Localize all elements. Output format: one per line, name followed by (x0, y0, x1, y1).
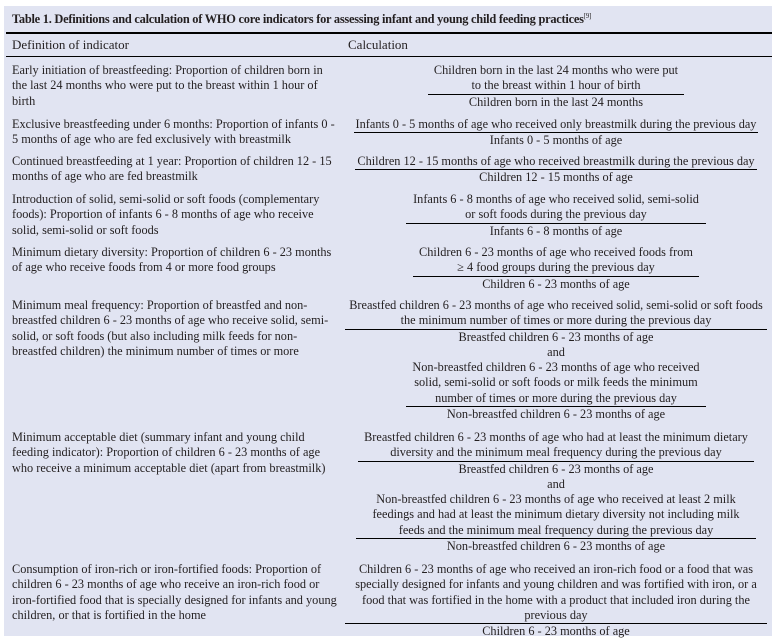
fraction-denominator: Children 6 - 23 months of age (482, 624, 630, 639)
indicator-calculation (343, 192, 769, 239)
indicator-definition: Continued breastfeeding at 1 year: Proportion of children 12 - 15 months of age who are fed breastmilk (12, 154, 332, 184)
fraction-denominator: Breastfed children 6 - 23 months of age (458, 461, 654, 476)
fraction-denominator: Infants 6 - 8 months of age (489, 223, 623, 238)
fraction-numerator: Breastfed children 6 - 23 months of age who received solid, semi-solid or soft foods the minimum number of times or more during the previous day (345, 298, 767, 330)
top-rule (6, 32, 772, 34)
indicator-definition: Minimum meal frequency: Proportion of breastfed and non-breastfed children 6 - 23 months of age who receive solid, semi-solid, or soft foods (but also including milk feeds for non-breastfed children) the minimum number of times or more (12, 298, 329, 358)
indicator-calculation (343, 562, 769, 639)
fraction-numerator: Non-breastfed children 6 - 23 months of age who received at least 2 milk feedings and had at least the minimum dietary diversity not including milk feeds and the minimum meal frequency during the previous day (356, 492, 756, 539)
indicator-calculation (343, 245, 769, 292)
fraction-numerator: Children 12 - 15 months of age who received breastmilk during the previous day (355, 154, 756, 170)
fraction-numerator: Infants 6 - 8 months of age who received solid, semi-solid or soft foods during the previous day (406, 192, 706, 224)
and-connector: and (547, 476, 565, 491)
indicator-calculation (343, 430, 769, 554)
indicator-calculation (343, 154, 769, 186)
fraction-denominator: Breastfed children 6 - 23 months of age (458, 329, 654, 344)
fraction-numerator: Breastfed children 6 - 23 months of age who had at least the minimum dietary diversity and the minimum meal frequency during the previous day (358, 430, 754, 462)
table-title-text: Table 1. Definitions and calculation of WHO core indicators for assessing infant and young child feeding practices (12, 12, 584, 27)
fraction-numerator: Children born in the last 24 months who were put to the breast within 1 hour of birth (428, 63, 684, 95)
column-header-calculation: Calculation (348, 37, 408, 52)
indicator-definition: Exclusive breastfeeding under 6 months: Proportion of infants 0 - 5 months of age who are fed exclusively with breastmilk (12, 117, 335, 147)
indicator-calculation (343, 63, 769, 110)
indicator-definition: Consumption of iron-rich or iron-fortified foods: Proportion of children 6 - 23 months of age who receive an iron-rich food or iron-fortified food that is specially designed for infants and young children, or that is fortified in the home (12, 562, 337, 622)
fraction-denominator: Children born in the last 24 months (468, 94, 644, 109)
indicator-calculation (343, 298, 769, 422)
table-title (12, 12, 591, 27)
fraction-denominator: Infants 0 - 5 months of age (489, 133, 623, 148)
indicator-definition: Early initiation of breastfeeding: Proportion of children born in the last 24 months who were put to the breast within 1 hour of birth (12, 63, 323, 108)
fraction-denominator: Non-breastfed children 6 - 23 months of age (446, 539, 666, 554)
fraction-numerator: Children 6 - 23 months of age who received an iron-rich food or a food that was specially designed for infants and young children and was fortified with iron, or a food that was fortified in the home with a product that included iron during the previous day (345, 562, 767, 624)
fraction-numerator: Non-breastfed children 6 - 23 months of age who received solid, semi-solid or soft foods or milk feeds the minimum number of times or more during the previous day (406, 360, 706, 407)
header-rule (6, 56, 772, 57)
indicator-calculation (343, 117, 769, 149)
indicator-definition: Introduction of solid, semi-solid or soft foods (complementary foods): Proportion of infants 6 - 8 months of age who receive solid, semi-solid or soft foods (12, 192, 320, 237)
fraction-denominator: Non-breastfed children 6 - 23 months of age (446, 407, 666, 422)
and-connector: and (547, 344, 565, 359)
fraction-denominator: Children 12 - 15 months of age (479, 170, 633, 185)
title-reference: [9] (583, 12, 592, 20)
fraction-denominator: Children 6 - 23 months of age (482, 276, 630, 291)
indicator-definition: Minimum acceptable diet (summary infant and young child feeding indicator): Proportion of children 6 - 23 months of age who receive a minimum acceptable diet (apart from breastmilk) (12, 430, 326, 475)
column-header-definition: Definition of indicator (12, 37, 129, 52)
indicator-definition: Minimum dietary diversity: Proportion of children 6 - 23 months of age who receive foods from 4 or more food groups (12, 245, 332, 275)
fraction-numerator: Children 6 - 23 months of age who received foods from ≥ 4 food groups during the previous day (413, 245, 699, 277)
fraction-numerator: Infants 0 - 5 months of age who received only breastmilk during the previous day (354, 117, 759, 133)
